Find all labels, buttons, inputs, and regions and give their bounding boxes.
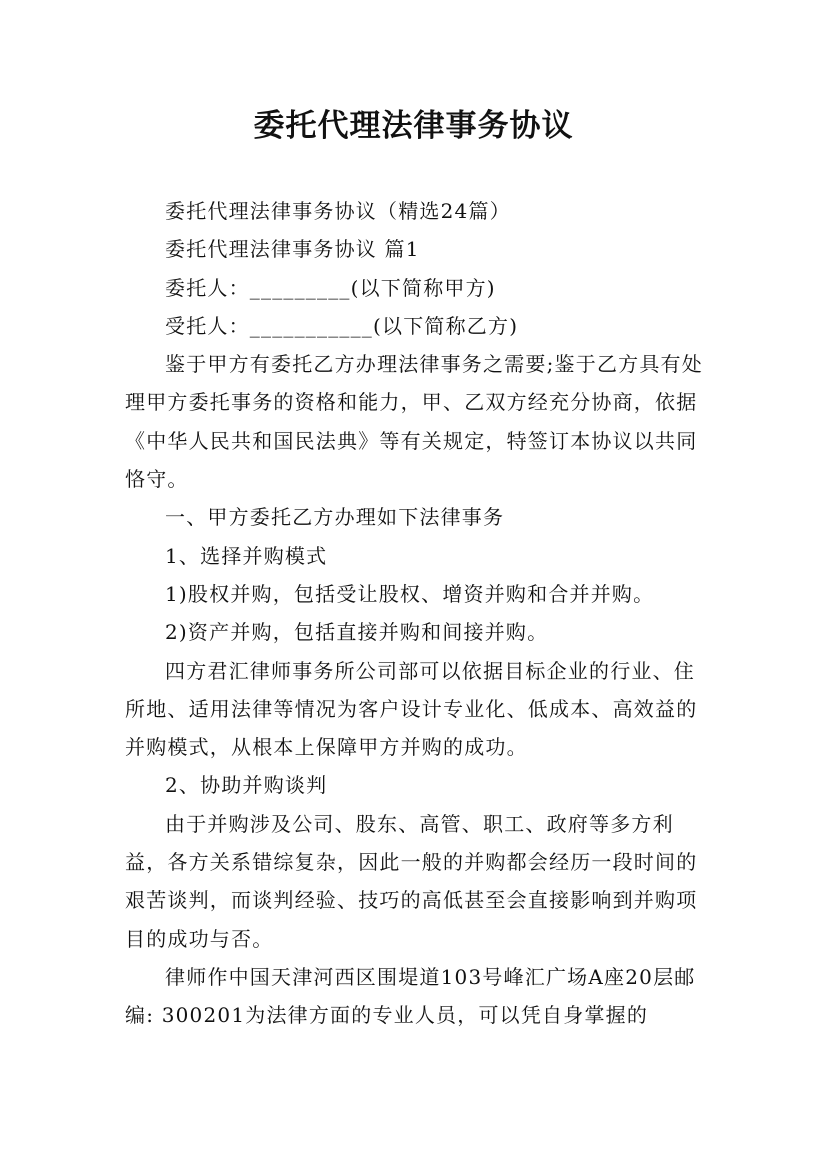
paragraph-subtitle: 委托代理法律事务协议（精选24篇） — [165, 199, 511, 223]
paragraph-preamble: 鉴于甲方有委托乙方办理法律事务之需要;鉴于乙方具有处理甲方委托事务的资格和能力，甲、乙双方经充分协商，依据《中华人民共和国民法典》等有关规定，特签订本协议以共同恪守。 — [125, 352, 703, 492]
paragraph-item-2: 2、协助并购谈判 — [165, 773, 328, 798]
document-body — [125, 192, 715, 1035]
paragraph-firm-design: 四方君汇律师事务所公司部可以依据目标企业的行业、住所地、适用法律等情况为客户设计专业化、低成本、高效益的并购模式，从根本上保障甲方并购的成功。 — [125, 658, 698, 760]
paragraph-agent: 受托人：___________(以下简称乙方) — [165, 313, 519, 338]
paragraph-lawyer: 律师作中国天津河西区围堤道103号峰汇广场A座20层邮编: 300201为法律方面的专业人员，可以凭自身掌握的 — [125, 964, 696, 1028]
paragraph-section-heading: 委托代理法律事务协议 篇1 — [165, 237, 420, 262]
paragraph-article-one: 一、甲方委托乙方办理如下法律事务 — [165, 505, 505, 530]
document-title: 委托代理法律事务协议 — [253, 108, 574, 144]
paragraph-item-1: 1、选择并购模式 — [165, 543, 328, 568]
paragraph-item-1-1: 1)股权并购，包括受让股权、增资并购和合并并购。 — [165, 581, 655, 606]
paragraph-principal: 委托人：_________(以下简称甲方) — [165, 275, 496, 300]
paragraph-negotiation: 由于并购涉及公司、股东、高管、职工、政府等多方利益，各方关系错综复杂，因此一般的并购都会经历一段时间的艰苦谈判，而谈判经验、技巧的高低甚至会直接影响到并购项目的成功与否。 — [125, 811, 698, 951]
paragraph-item-1-2: 2)资产并购，包括直接并购和间接并购。 — [165, 620, 549, 645]
